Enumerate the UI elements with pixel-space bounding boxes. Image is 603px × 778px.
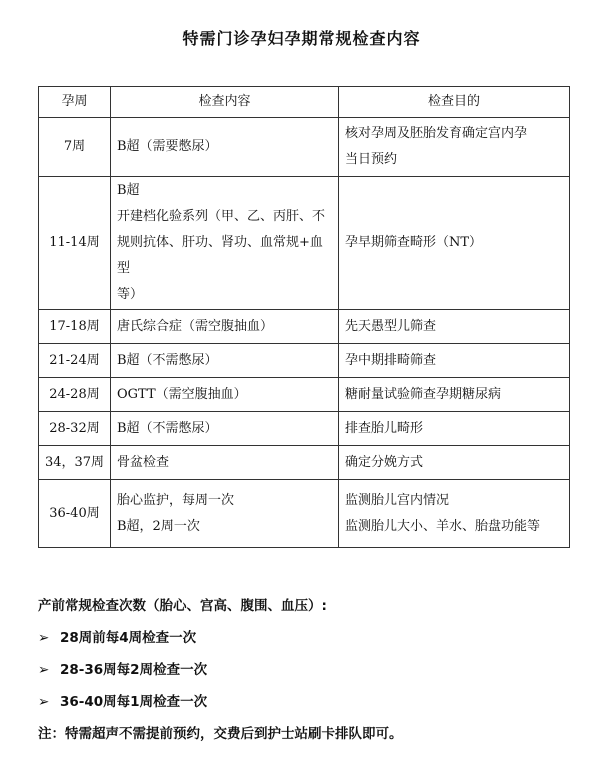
week-cell: 17-18周 <box>39 310 111 344</box>
content-line: 唐氏综合症（需空腹抽血） <box>117 318 274 334</box>
purpose-cell <box>339 118 570 177</box>
purpose-cell <box>339 378 570 412</box>
exam-schedule-table <box>38 86 570 548</box>
header-week: 孕周 <box>39 87 111 118</box>
week-cell: 21-24周 <box>39 344 111 378</box>
footnote: 注：特需超声不需提前预约，交费后到护士站刷卡排队即可。 <box>38 726 403 742</box>
header-content: 检查内容 <box>111 87 339 118</box>
table-row <box>39 412 570 446</box>
purpose-cell <box>339 446 570 480</box>
header-purpose: 检查目的 <box>339 87 570 118</box>
purpose-line: 监测胎儿大小、羊水、胎盘功能等 <box>345 518 541 534</box>
week-cell: 7周 <box>39 118 111 177</box>
purpose-line: 孕早期筛查畸形（NT） <box>345 235 483 250</box>
page-title: 特需门诊孕妇孕期常规检查内容 <box>182 29 421 48</box>
week-cell: 34，37周 <box>39 446 111 480</box>
week-cell: 11-14周 <box>39 177 111 310</box>
table-row <box>39 446 570 480</box>
content-cell <box>111 118 339 177</box>
table-header-row <box>39 87 570 118</box>
purpose-line: 监测胎儿宫内情况 <box>345 492 450 508</box>
table-row <box>39 378 570 412</box>
list-item-text: 28-36周每2周检查一次 <box>60 662 208 678</box>
purpose-line: 糖耐量试验筛查孕期糖尿病 <box>345 386 502 402</box>
content-line: B超（不需憋尿） <box>117 352 218 368</box>
week-cell: 36-40周 <box>39 480 111 548</box>
content-line: B超（不需憋尿） <box>117 420 218 436</box>
arrow-bullet-icon: ➢ <box>38 694 50 710</box>
content-cell <box>111 480 339 548</box>
content-line: 开建档化验系列（甲、乙、丙肝、不 <box>117 209 326 224</box>
purpose-cell <box>339 412 570 446</box>
list-item <box>38 626 196 646</box>
purpose-cell <box>339 177 570 310</box>
table-row <box>39 118 570 177</box>
list-item <box>38 690 207 710</box>
content-line: B超 <box>117 183 140 198</box>
list-item-text: 28周前每4周检查一次 <box>60 630 197 646</box>
content-line: 骨盆检查 <box>117 454 170 470</box>
week-cell: 28-32周 <box>39 412 111 446</box>
table-row <box>39 310 570 344</box>
content-line: 等） <box>117 287 144 302</box>
content-line: OGTT（需空腹抽血） <box>117 386 247 402</box>
purpose-cell <box>339 310 570 344</box>
purpose-line: 先天愚型儿筛查 <box>345 318 437 334</box>
purpose-line: 当日预约 <box>345 152 398 167</box>
purpose-line: 孕中期排畸筛查 <box>345 352 437 368</box>
purpose-cell <box>339 480 570 548</box>
arrow-bullet-icon: ➢ <box>38 662 50 678</box>
purpose-cell <box>339 344 570 378</box>
table-row <box>39 177 570 310</box>
week-cell: 24-28周 <box>39 378 111 412</box>
purpose-line: 核对孕周及胚胎发育确定宫内孕 <box>345 126 528 141</box>
list-item-text: 36-40周每1周检查一次 <box>60 694 208 710</box>
content-cell <box>111 412 339 446</box>
purpose-line: 确定分娩方式 <box>345 454 424 470</box>
content-line: B超，2周一次 <box>117 518 200 534</box>
arrow-bullet-icon: ➢ <box>38 630 50 646</box>
content-cell <box>111 446 339 480</box>
content-line: 胎心监护，每周一次 <box>117 492 235 508</box>
content-cell <box>111 310 339 344</box>
content-cell <box>111 177 339 310</box>
content-line: B超（需要憋尿） <box>117 139 218 154</box>
checkup-frequency-heading: 产前常规检查次数（胎心、宫高、腹围、血压）: <box>38 598 327 614</box>
content-line: 规则抗体、肝功、肾功、血常规+血型 <box>117 235 323 276</box>
content-cell <box>111 344 339 378</box>
table-row <box>39 480 570 548</box>
table-row <box>39 344 570 378</box>
purpose-line: 排查胎儿畸形 <box>345 420 424 436</box>
list-item <box>38 658 207 678</box>
content-cell <box>111 378 339 412</box>
